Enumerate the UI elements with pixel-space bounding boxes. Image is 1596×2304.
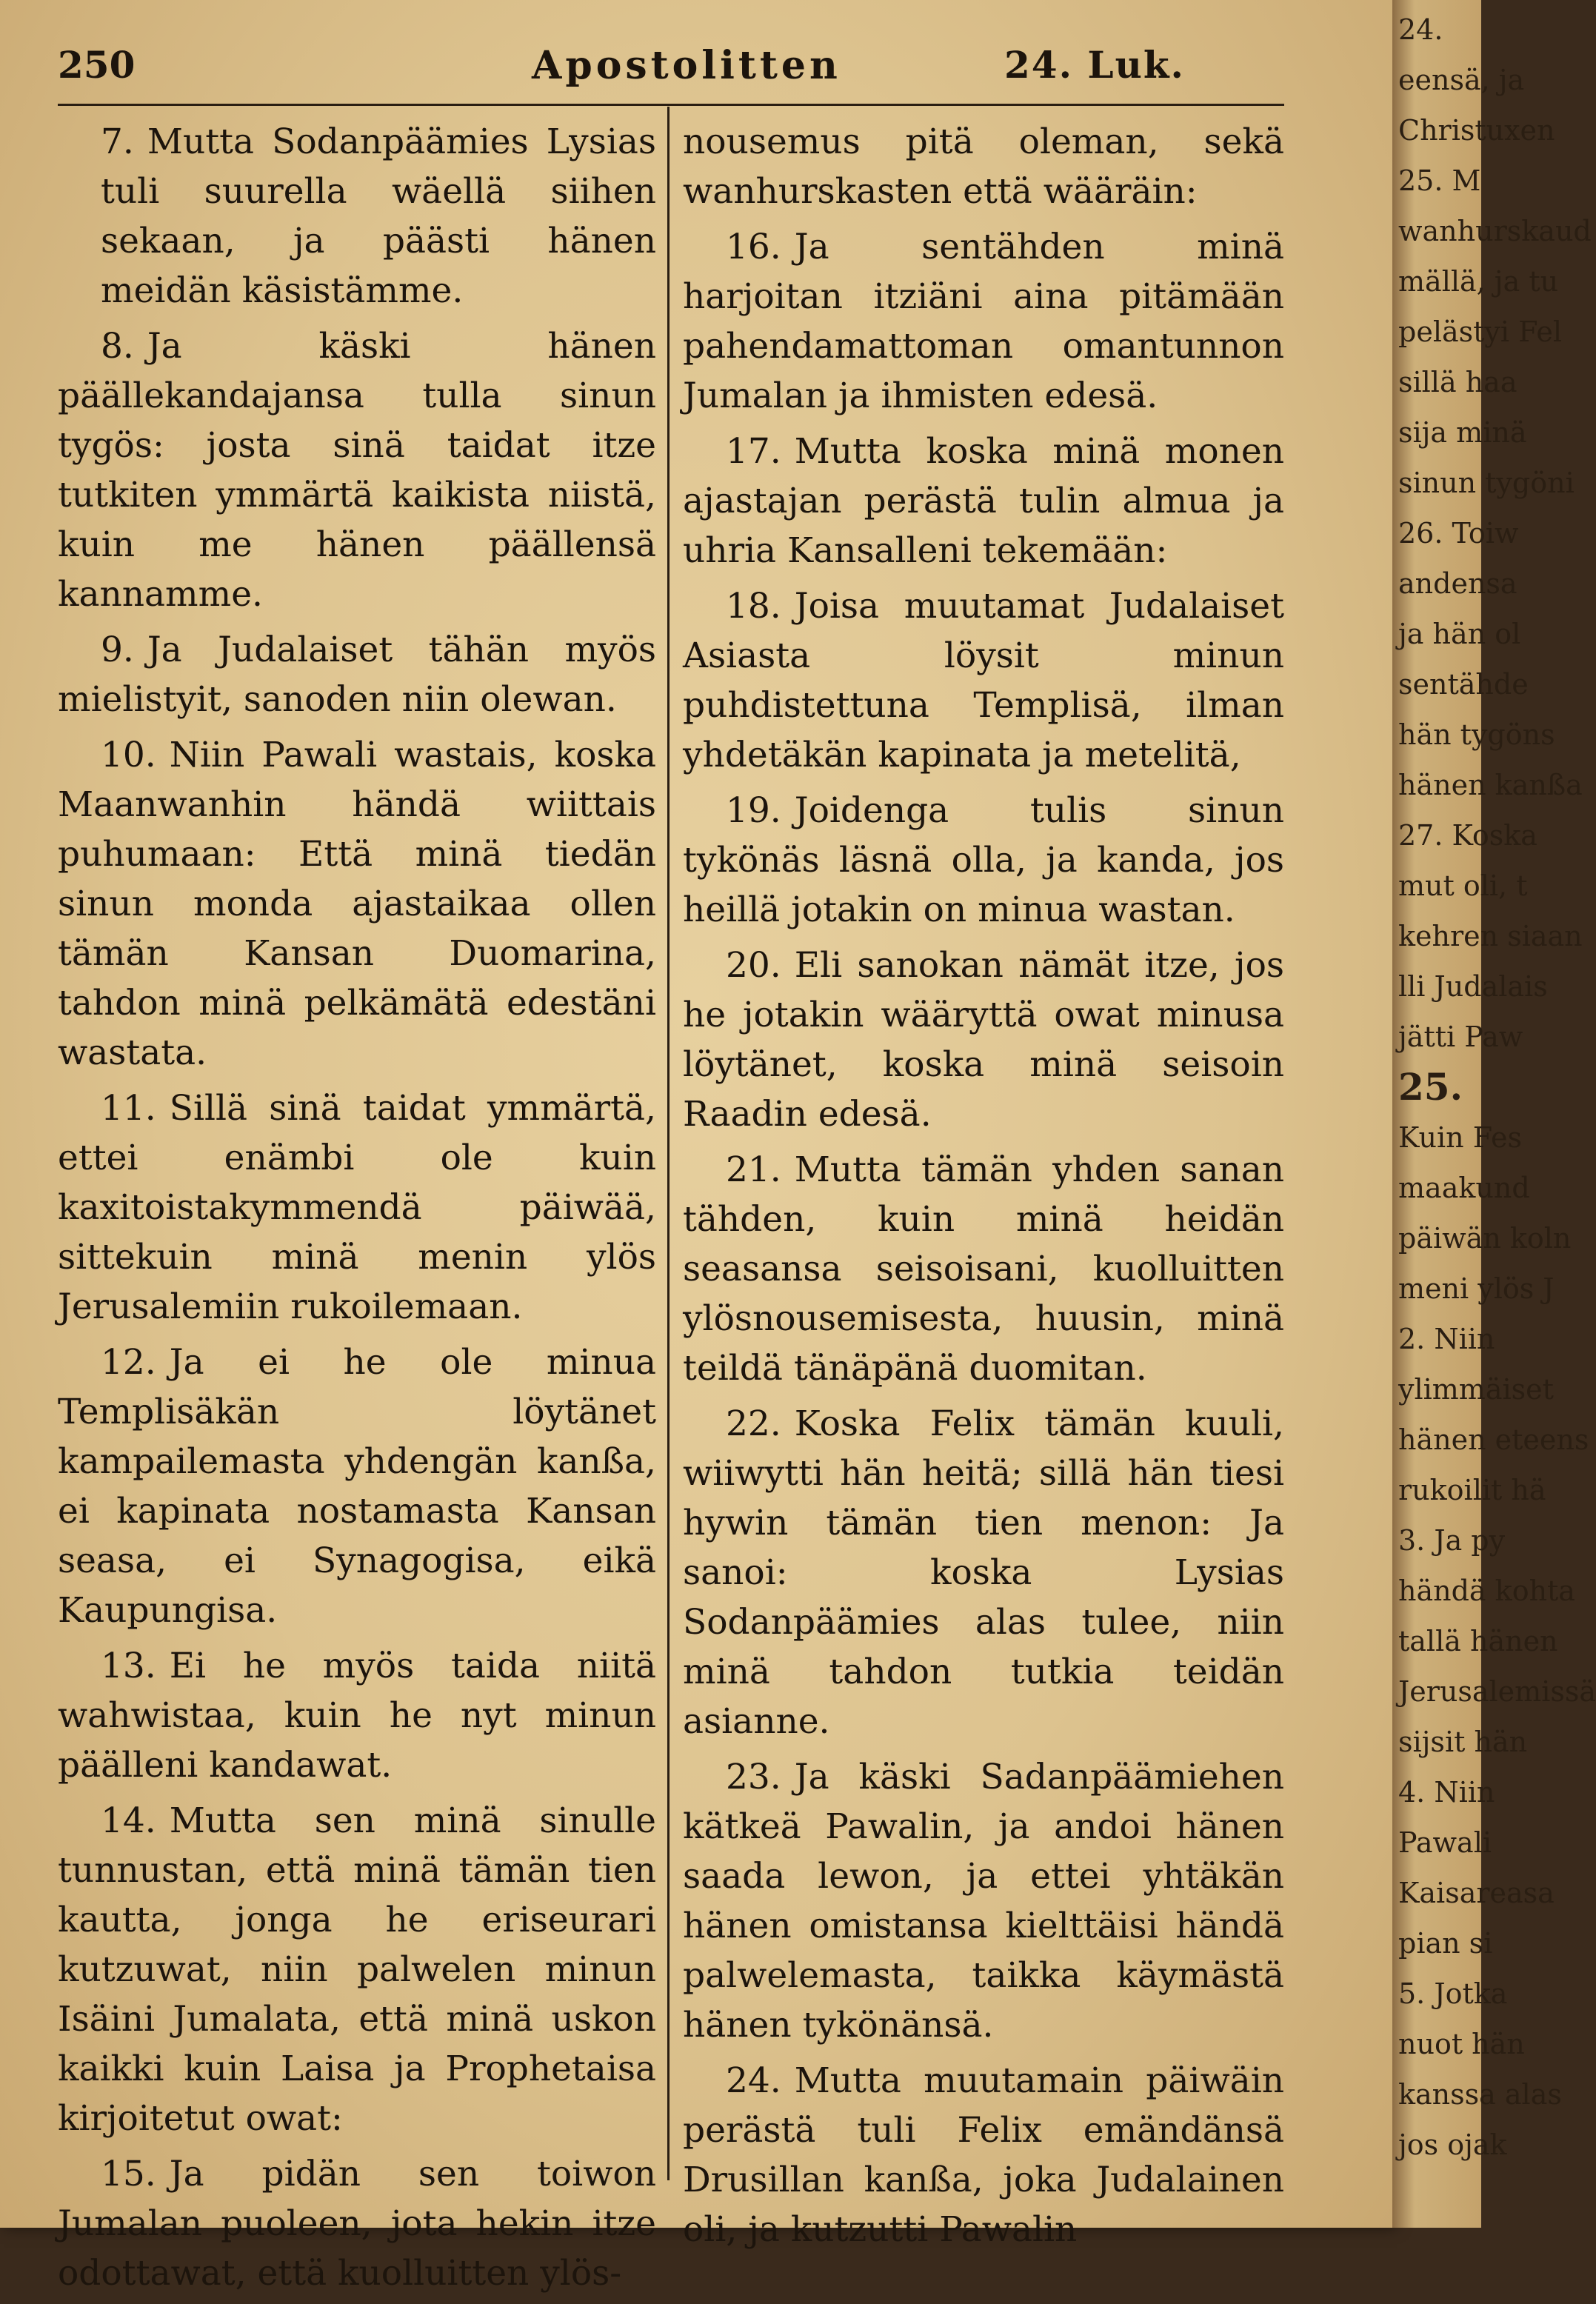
- verse-text: Mutta tämän yhden sanan tähden, kuin minä heidän seasansa seisoisani, kuolluitten ylösnousemisesta, huusin, minä teildä tänäpänä duomitan.: [683, 1149, 1284, 1389]
- verse-number: 24.: [726, 2060, 781, 2101]
- verse: [58, 1641, 656, 1790]
- adjacent-page-fragment: eensä, ja: [1398, 64, 1525, 96]
- adjacent-page-fragment: 5. Jotka: [1398, 1977, 1508, 2010]
- adjacent-page-fragment: meni ylös J: [1398, 1272, 1555, 1305]
- verse: [58, 2149, 656, 2298]
- left-column: [58, 117, 656, 2304]
- verse: [58, 625, 656, 724]
- adjacent-page-fragment: andensa: [1398, 567, 1517, 600]
- verse-number: 10.: [101, 735, 156, 775]
- adjacent-page-fragment: lli Judalais: [1398, 970, 1548, 1003]
- verse-text: Mutta sen minä sinulle tunnustan, että minä tämän tien kautta, jonga he eriseurari kutzuwat, niin palwelen minun Isäini Jumalata, että minä uskon kaikki kuin Laisa ja Prophetaisa kirjoitetut owat:: [58, 1800, 656, 2139]
- verse: [683, 1752, 1284, 2050]
- adjacent-page-fragment: 2. Niin: [1398, 1323, 1495, 1355]
- verse-number: 21.: [726, 1149, 781, 1190]
- adjacent-page-edge: [1392, 0, 1596, 2228]
- verse-number: 20.: [726, 945, 781, 986]
- adjacent-page-fragment: 25.: [1398, 1065, 1463, 1109]
- running-title: Apostolitten: [532, 43, 841, 88]
- verse: [683, 2056, 1284, 2254]
- adjacent-page-fragment: 24.: [1398, 13, 1443, 46]
- column-divider: [667, 107, 670, 2180]
- verse-number: 17.: [726, 431, 781, 472]
- verse-text: Niin Pawali wastais, koska Maanwanhin händä wiittais puhumaan: Että minä tiedän sinun monda ajastaikaa ollen tämän Kansan Duomarina, tahdon minä pelkämätä edestäni wastata.: [58, 735, 656, 1073]
- verse: [683, 581, 1284, 780]
- verse-number: 18.: [726, 586, 781, 627]
- adjacent-page-fragment: hänen kanßa: [1398, 769, 1583, 801]
- verse-text: Ja käski hänen päällekandajansa tulla sinun tygös: josta sinä taidat itze tutkiten ymmärtä kaikista niistä, kuin me hänen päällensä kannamme.: [58, 326, 656, 615]
- verse-number: 16.: [726, 227, 781, 267]
- adjacent-page-fragment: mut oli, t: [1398, 869, 1528, 902]
- verse-number: 23.: [726, 1757, 781, 1797]
- verse: [683, 1399, 1284, 1746]
- adjacent-page-fragment: mällä, ja tu: [1398, 265, 1559, 298]
- header-rule: [58, 104, 1284, 106]
- verse-number: 22.: [726, 1403, 781, 1444]
- verse-text: Ja sentähden minä harjoitan itziäni aina pitämään pahendamattoman omantunnon Jumalan ja ihmisten edesä.: [683, 227, 1284, 416]
- verse-text: Joisa muutamat Judalaiset Asiasta löysit minun puhdistettuna Templisä, ilman yhdetäkän kapinata ja metelitä,: [683, 586, 1284, 775]
- adjacent-page-fragment: päiwän koln: [1398, 1222, 1572, 1255]
- adjacent-page-fragment: sillä haa: [1398, 366, 1517, 398]
- verse-number: 9.: [101, 630, 134, 670]
- adjacent-page-fragment: pian si: [1398, 1927, 1493, 1960]
- verse-text: Mutta muutamain päiwäin perästä tuli Felix emändänsä Drusillan kanßa, joka Judalainen oli, ja kutzutti Pawalin: [683, 2060, 1284, 2250]
- verse-text: Mutta koska minä monen ajastajan perästä tulin almua ja uhria Kansalleni tekemään:: [683, 431, 1284, 571]
- adjacent-page-fragment: nuot hän: [1398, 2028, 1525, 2060]
- adjacent-page-fragment: rukoilit hä: [1398, 1474, 1546, 1506]
- chapter-label: 24. Luk.: [1004, 43, 1185, 87]
- adjacent-page-fragment: Kuin Fes: [1398, 1121, 1523, 1154]
- verse-text: nousemus pitä oleman, sekä wanhurskasten että wääräin:: [683, 121, 1284, 212]
- adjacent-page-fragment: 3. Ja py: [1398, 1524, 1506, 1557]
- verse-text: Ja Judalaiset tähän myös mielistyit, sanoden niin olewan.: [58, 630, 656, 720]
- adjacent-page-fragment: Kaisareasa: [1398, 1877, 1555, 1909]
- verse-text: Eli sanokan nämät itze, jos he jotakin wääryttä owat minusa löytänet, koska minä seisoin Raadin edesä.: [683, 945, 1284, 1135]
- adjacent-page-fragment: Jerusalemissä: [1398, 1675, 1596, 1708]
- verse-text: Mutta Sodanpäämies Lysias tuli suurella wäellä siihen sekaan, ja päästi hänen meidän käsistämme.: [101, 121, 656, 311]
- verse-number: 14.: [101, 1800, 156, 1841]
- verse-number: 7.: [101, 121, 134, 162]
- verse-number: 11.: [101, 1088, 156, 1129]
- verse-number: 13.: [101, 1646, 156, 1686]
- adjacent-page-fragment: kehren siaan: [1398, 920, 1583, 952]
- adjacent-page-fragment: ylimmäiset: [1398, 1373, 1554, 1406]
- adjacent-page-fragment: pelästyi Fel: [1398, 315, 1563, 348]
- verse-text: Ja ei he ole minua Templisäkän löytänet kampailemasta yhdengän kanßa, ei kapinata nostamasta Kansan seasa, ei Synagogisa, eikä Kaupungisa.: [58, 1342, 656, 1631]
- page-number: 250: [58, 43, 136, 87]
- verse: [683, 941, 1284, 1139]
- verse-number: 12.: [101, 1342, 156, 1383]
- adjacent-page-fragment: sija minä: [1398, 416, 1527, 449]
- adjacent-page-fragment: händä kohta: [1398, 1575, 1575, 1607]
- verse: [58, 1338, 656, 1635]
- verse-text: Joidenga tulis sinun tykönäs läsnä olla, ja kanda, jos heillä jotakin on minua wastan.: [683, 790, 1284, 930]
- adjacent-page-fragment: 25. M: [1398, 164, 1481, 197]
- adjacent-page-fragment: 27. Koska: [1398, 819, 1537, 852]
- verse: [683, 1145, 1284, 1393]
- verse: [58, 1796, 656, 2143]
- adjacent-page-fragment: 4. Niin: [1398, 1776, 1495, 1809]
- adjacent-page-fragment: hänen eteens: [1398, 1423, 1589, 1456]
- verse-number: 19.: [726, 790, 781, 831]
- adjacent-page-fragment: sentähde: [1398, 668, 1529, 701]
- adjacent-page-fragment: maakund: [1398, 1172, 1530, 1204]
- adjacent-page-fragment: sijsit hän: [1398, 1726, 1528, 1758]
- verse-text: Ja pidän sen toiwon Jumalan puoleen, jota hekin itze odottawat, että kuolluitten ylös-: [58, 2154, 656, 2294]
- adjacent-page-fragment: wanhurskaud: [1398, 215, 1592, 247]
- verse-text: Sillä sinä taidat ymmärtä, ettei enämbi ole kuin kaxitoistakymmendä päiwää, sittekuin minä menin ylös Jerusalemiin rukoilemaan.: [58, 1088, 656, 1327]
- verse-text: Ja käski Sadanpäämiehen kätkeä Pawalin, ja andoi hänen saada lewon, ja ettei yhtäkän hänen omistansa kielttäisi händä palwelemasta, taikka käymästä hänen tykönänsä.: [683, 1757, 1284, 2046]
- verse: [683, 427, 1284, 575]
- verse: [683, 117, 1284, 216]
- adjacent-page-fragment: sinun tygöni: [1398, 467, 1575, 499]
- adjacent-page-fragment: 26. Toiw: [1398, 517, 1519, 550]
- adjacent-page-fragment: tallä hänen: [1398, 1625, 1558, 1657]
- adjacent-page-fragment: ja hän ol: [1398, 618, 1521, 650]
- page-header: [58, 39, 1284, 101]
- verse-number: 8.: [101, 326, 134, 367]
- adjacent-page-fragment: hän tygöns: [1398, 718, 1555, 751]
- verse: [58, 117, 656, 315]
- verse-text: Ei he myös taida niitä wahwistaa, kuin he nyt minun päälleni kandawat.: [58, 1646, 656, 1786]
- verse: [58, 730, 656, 1078]
- verse: [58, 1083, 656, 1332]
- verse-text: Koska Felix tämän kuuli, wiiwytti hän heitä; sillä hän tiesi hywin tämän tien menon: Ja sanoi: koska Lysias Sodanpäämies alas tulee, niin minä tahdon tutkia teidän asianne.: [683, 1403, 1284, 1742]
- verse: [683, 786, 1284, 935]
- adjacent-page-fragment: jos ojak: [1398, 2128, 1507, 2161]
- adjacent-page-fragment: jätti Paw: [1398, 1021, 1523, 1053]
- adjacent-page-fragment: Christuxen: [1398, 114, 1555, 147]
- verse: [683, 222, 1284, 421]
- adjacent-page-fragment: kanssa alas: [1398, 2078, 1562, 2111]
- adjacent-page-fragment: Pawali: [1398, 1826, 1492, 1859]
- verse: [58, 321, 656, 619]
- right-column: [683, 117, 1284, 2260]
- verse-number: 15.: [101, 2154, 156, 2194]
